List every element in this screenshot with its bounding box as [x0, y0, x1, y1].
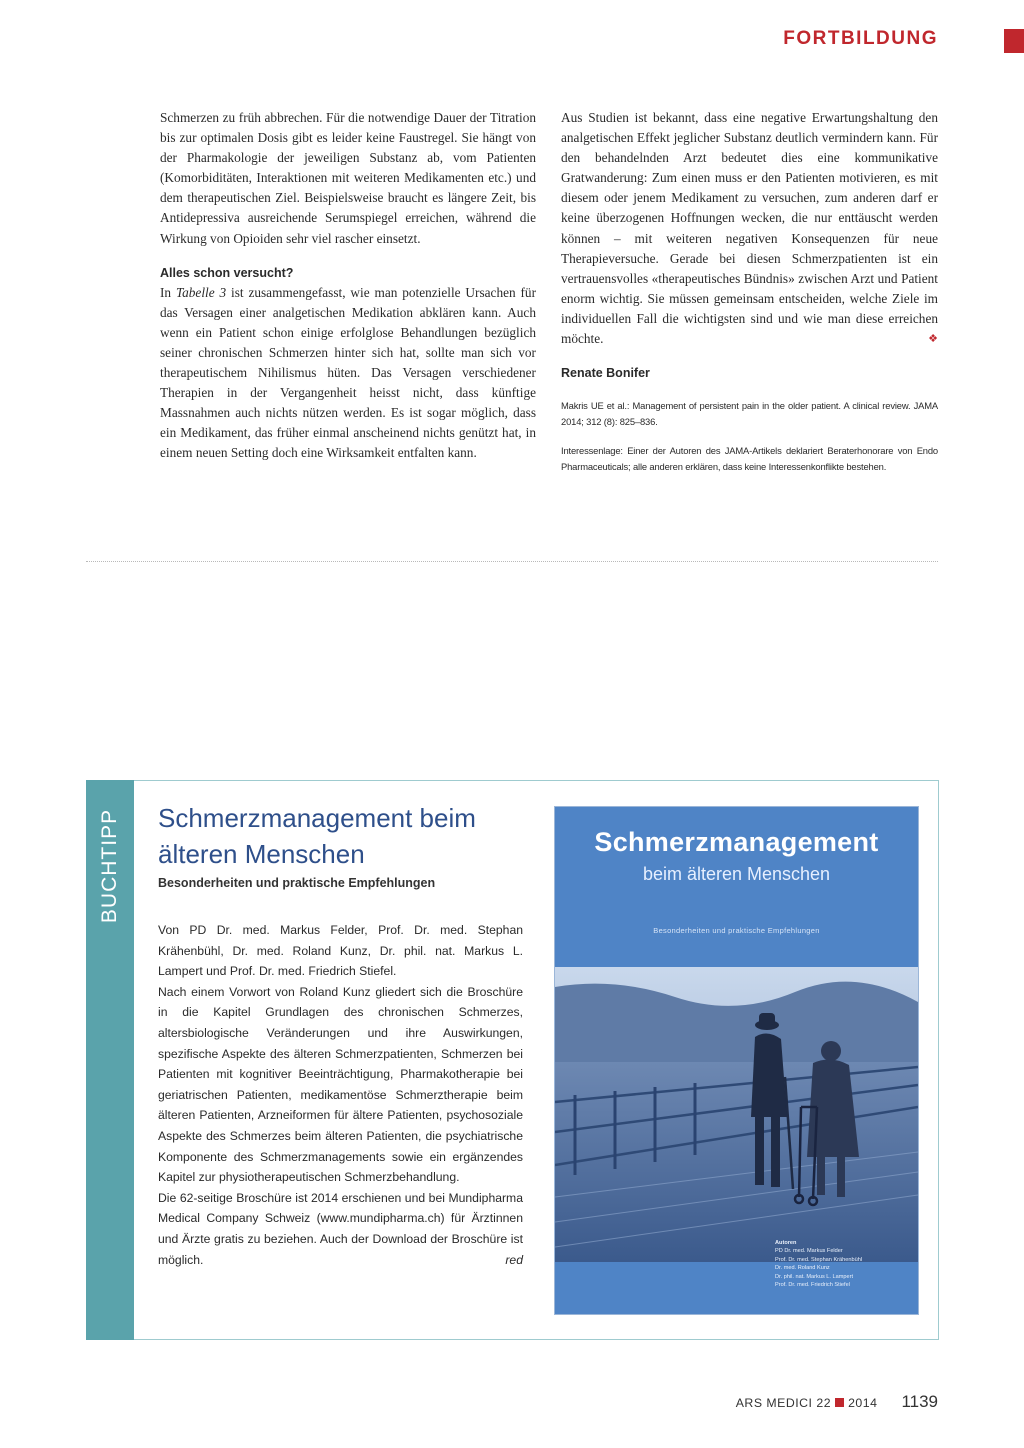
article-author: Renate Bonifer: [561, 366, 650, 381]
cover-credit-line: Dr. med. Roland Kunz: [775, 1265, 830, 1272]
para2-rest: ist zusammengefasst, wie man potenzielle Ursachen für das Versagen einer analgetischen Medikation abklären kann. Auch wenn ein Patient schon einige erfolglose Behandlungen bezüglich seiner chronischen Schmerzen hinter sich hat, sollte man sich vor therapeutischem Nihilismus hüten. Das Versagen verschiedener Therapien in der Vergangenheit heisst nicht, dass künftige Massnahmen auch nichts nützen werden. Es ist sogar möglich, dass ein Medikament, das früher einmal anscheinend nichts genützt hat, in einem neuen Setting doch eine Wirksamkeit entfalten kann.: [160, 284, 537, 461]
right-paragraph-1: [561, 108, 938, 349]
cover-tagline: Besonderheiten und praktische Empfehlungen: [653, 926, 820, 935]
book-cover: [555, 807, 918, 1314]
reference: Makris UE et al.: Management of persistent pain in the older patient. A clinical review. JAMA 2014; 312 (8): 825–836.: [561, 400, 938, 428]
cover-title: Schmerzmanagement: [594, 827, 879, 857]
book-description: [158, 920, 523, 1270]
section-divider: [86, 561, 938, 562]
editor-signature: red: [505, 1252, 523, 1267]
table-reference: Tabelle 3: [175, 284, 227, 300]
cover-credit-line: Prof. Dr. med. Stephan Krähenbühl: [775, 1256, 863, 1263]
left-paragraph-1: Schmerzen zu früh abbrechen. Für die notwendige Dauer der Titration bis zur optimalen Dosis gibt es leider keine Faustregel. Sie hängt von der Pharmakologie der jeweiligen Substanz ab, vom Patienten (Komorbiditäten, Interaktionen mit weiteren Medikamenten etc.) und dem therapeutischen Ziel. Beispielsweise braucht es längere Zeit, bis Antidepressiva ausreichende Serumspiegel erreichen, während die Wirkung von Opioiden sehr viel rascher einsetzt.: [160, 110, 536, 246]
cover-credit-line: Dr. phil. nat. Markus L. Lampert: [775, 1273, 854, 1280]
article-left-column: [160, 108, 536, 464]
conflict-of-interest: Interessenlage: Einer der Autoren des JAMA-Artikels deklariert Beraterhonorare von Endo Pharmaceuticals; alle anderen erklären, dass keine Interessenkonflikte bestehen.: [561, 445, 938, 473]
footer-separator: [835, 1398, 844, 1407]
cover-credits-heading: Autoren: [775, 1240, 797, 1246]
section-color-mark: [1004, 29, 1024, 53]
book-availability: [158, 1188, 523, 1270]
page-footer: [736, 1392, 938, 1412]
book-title: Schmerzmanagement beim älteren Menschen: [158, 803, 476, 869]
right-paragraph-text: Aus Studien ist bekannt, dass eine negative Erwartungshaltung den analgetischen Effekt jeglicher Substanz deutlich vermindern kann. Für den behandelnden Arzt bedeutet dies eine kommunikative Gratwanderung: Zum einen muss er den Patienten motivieren, es mit diesem oder jenem Medikament zu versuchen, zum anderen darf er keine überzogenen Hoffnungen wecken, die nur enttäuscht werden können – mit weiteren negativen Konsequenzen für neue Therapieversuche. Gerade bei diesen Schmerzpatienten ist ein vertrauensvolles «therapeutisches Bündnis» zwischen Arzt und Patient enorm wichtig. Sie müssen gemeinsam entscheiden, welche Ziele im individuellen Fall die wichtigsten sind und wie man diese erreichen möchte.: [561, 110, 938, 347]
journal-year: 2014: [848, 1396, 878, 1410]
end-of-article-icon: ❖: [928, 333, 938, 346]
book-tip-label: BUCHTIPP: [98, 808, 121, 924]
journal-issue: ARS MEDICI 22: [735, 1396, 832, 1410]
book-authors: Von PD Dr. med. Markus Felder, Prof. Dr. med. Stephan Krähenbühl, Dr. med. Roland Kunz, Dr. phil. nat. Markus L. Lampert und Prof. Dr. med. Friedrich Stiefel.: [158, 923, 523, 979]
subheading: Alles schon versucht?: [160, 265, 294, 280]
availability-text: Die 62-seitige Broschüre ist 2014 erschienen und bei Mundipharma Medical Company Schweiz (www.mundipharma.ch) für Ärztinnen und Ärzte gratis zu beziehen. Auch der Download der Broschüre ist möglich.: [158, 1190, 523, 1267]
left-paragraph-2: [160, 283, 536, 464]
cover-photo-elderly-couple: [555, 967, 918, 1262]
book-summary: Nach einem Vorwort von Roland Kunz gliedert sich die Broschüre in die Kapitel Grundlagen des chronischen Schmerzes, altersbiologische Veränderungen und ihre Auswirkungen, spezifische Aspekte des älteren Schmerzpatienten, Schmerzen bei Patienten mit kognitiver Beeinträchtigung, Pharmakotherapie bei geriatrischen Patienten, medikamentöse Schmerztherapie beim älteren Patienten, Arzneiformen für ältere Patienten, psychosoziale Aspekte des Schmerzes beim älteren Patienten, die psychiatrische Komponente des Schmerzmanagements sowie ein ergänzendes Kapitel zur physiotherapeutischen Schmerzbehandlung.: [158, 984, 523, 1185]
article-right-column: [561, 108, 938, 475]
page-number: 1139: [901, 1392, 938, 1411]
section-label: FORTBILDUNG: [783, 28, 938, 49]
para2-prefix: In: [160, 284, 172, 300]
cover-credit-line: Prof. Dr. med. Friedrich Stiefel: [775, 1282, 850, 1289]
cover-credits: [775, 1239, 905, 1289]
cover-subtitle: beim älteren Menschen: [642, 864, 831, 884]
cover-credit-line: PD Dr. med. Markus Felder: [775, 1248, 843, 1255]
book-subtitle: Besonderheiten und praktische Empfehlungen: [158, 876, 436, 890]
